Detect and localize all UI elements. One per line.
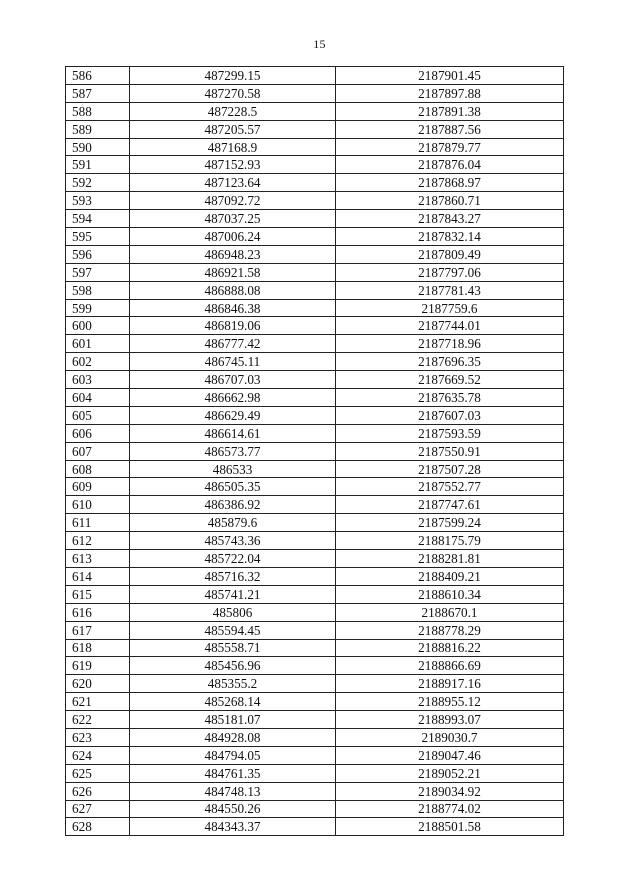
point-number-cell: 605	[66, 406, 130, 424]
point-number-cell: 602	[66, 353, 130, 371]
point-number-cell: 594	[66, 210, 130, 228]
point-number-cell: 614	[66, 567, 130, 585]
page-number: 15	[313, 37, 326, 51]
point-number-cell: 586	[66, 67, 130, 85]
y-coordinate-cell: 2188670.1	[336, 603, 564, 621]
point-number-cell: 607	[66, 442, 130, 460]
x-coordinate-cell: 485268.14	[130, 693, 336, 711]
y-coordinate-cell: 2187550.91	[336, 442, 564, 460]
y-coordinate-cell: 2188610.34	[336, 585, 564, 603]
point-number-cell: 622	[66, 711, 130, 729]
table-row	[66, 514, 564, 532]
y-coordinate-cell: 2187832.14	[336, 228, 564, 246]
y-coordinate-cell: 2187696.35	[336, 353, 564, 371]
y-coordinate-cell: 2187747.61	[336, 496, 564, 514]
x-coordinate-cell: 486888.08	[130, 281, 336, 299]
x-coordinate-cell: 484928.08	[130, 728, 336, 746]
point-number-cell: 601	[66, 335, 130, 353]
point-number-cell: 598	[66, 281, 130, 299]
x-coordinate-cell: 485743.36	[130, 532, 336, 550]
coordinate-table	[65, 66, 564, 836]
table-row	[66, 693, 564, 711]
point-number-cell: 619	[66, 657, 130, 675]
y-coordinate-cell: 2187809.49	[336, 245, 564, 263]
table-row	[66, 478, 564, 496]
x-coordinate-cell: 487123.64	[130, 174, 336, 192]
x-coordinate-cell: 485558.71	[130, 639, 336, 657]
table-row	[66, 532, 564, 550]
table-row	[66, 746, 564, 764]
point-number-cell: 599	[66, 299, 130, 317]
y-coordinate-cell: 2187599.24	[336, 514, 564, 532]
point-number-cell: 615	[66, 585, 130, 603]
point-number-cell: 592	[66, 174, 130, 192]
x-coordinate-cell: 486614.61	[130, 424, 336, 442]
y-coordinate-cell: 2188175.79	[336, 532, 564, 550]
y-coordinate-cell: 2187887.56	[336, 120, 564, 138]
y-coordinate-cell: 2187843.27	[336, 210, 564, 228]
x-coordinate-cell: 485741.21	[130, 585, 336, 603]
x-coordinate-cell: 486386.92	[130, 496, 336, 514]
x-coordinate-cell: 484550.26	[130, 800, 336, 818]
table-row	[66, 424, 564, 442]
table-row	[66, 711, 564, 729]
table-row	[66, 657, 564, 675]
y-coordinate-cell: 2187718.96	[336, 335, 564, 353]
x-coordinate-cell: 486707.03	[130, 371, 336, 389]
table-row	[66, 174, 564, 192]
y-coordinate-cell: 2187797.06	[336, 263, 564, 281]
table-row	[66, 639, 564, 657]
x-coordinate-cell: 487299.15	[130, 67, 336, 85]
table-row	[66, 496, 564, 514]
y-coordinate-cell: 2187897.88	[336, 84, 564, 102]
point-number-cell: 595	[66, 228, 130, 246]
x-coordinate-cell: 485355.2	[130, 675, 336, 693]
table-row	[66, 120, 564, 138]
point-number-cell: 604	[66, 389, 130, 407]
x-coordinate-cell: 486846.38	[130, 299, 336, 317]
y-coordinate-cell: 2188917.16	[336, 675, 564, 693]
x-coordinate-cell: 486819.06	[130, 317, 336, 335]
point-number-cell: 610	[66, 496, 130, 514]
point-number-cell: 623	[66, 728, 130, 746]
table-row	[66, 406, 564, 424]
table-row	[66, 281, 564, 299]
y-coordinate-cell: 2189047.46	[336, 746, 564, 764]
point-number-cell: 603	[66, 371, 130, 389]
table-row	[66, 567, 564, 585]
point-number-cell: 588	[66, 102, 130, 120]
table-row	[66, 84, 564, 102]
table-row	[66, 335, 564, 353]
table-row	[66, 389, 564, 407]
y-coordinate-cell: 2187901.45	[336, 67, 564, 85]
point-number-cell: 621	[66, 693, 130, 711]
x-coordinate-cell: 486948.23	[130, 245, 336, 263]
table-row	[66, 818, 564, 836]
point-number-cell: 609	[66, 478, 130, 496]
x-coordinate-cell: 486921.58	[130, 263, 336, 281]
table-row	[66, 782, 564, 800]
x-coordinate-cell: 484761.35	[130, 764, 336, 782]
coordinate-table-body	[66, 67, 564, 836]
x-coordinate-cell: 485879.6	[130, 514, 336, 532]
x-coordinate-cell: 487152.93	[130, 156, 336, 174]
point-number-cell: 612	[66, 532, 130, 550]
y-coordinate-cell: 2187507.28	[336, 460, 564, 478]
x-coordinate-cell: 487228.5	[130, 102, 336, 120]
x-coordinate-cell: 485806	[130, 603, 336, 621]
x-coordinate-cell: 487037.25	[130, 210, 336, 228]
table-row	[66, 764, 564, 782]
y-coordinate-cell: 2189052.21	[336, 764, 564, 782]
point-number-cell: 608	[66, 460, 130, 478]
x-coordinate-cell: 486533	[130, 460, 336, 478]
table-row	[66, 728, 564, 746]
point-number-cell: 613	[66, 550, 130, 568]
x-coordinate-cell: 486573.77	[130, 442, 336, 460]
x-coordinate-cell: 487092.72	[130, 192, 336, 210]
x-coordinate-cell: 485722.04	[130, 550, 336, 568]
table-row	[66, 317, 564, 335]
point-number-cell: 590	[66, 138, 130, 156]
x-coordinate-cell: 486629.49	[130, 406, 336, 424]
y-coordinate-cell: 2187879.77	[336, 138, 564, 156]
point-number-cell: 597	[66, 263, 130, 281]
y-coordinate-cell: 2188501.58	[336, 818, 564, 836]
table-row	[66, 138, 564, 156]
point-number-cell: 624	[66, 746, 130, 764]
y-coordinate-cell: 2188955.12	[336, 693, 564, 711]
x-coordinate-cell: 484794.05	[130, 746, 336, 764]
point-number-cell: 617	[66, 621, 130, 639]
point-number-cell: 596	[66, 245, 130, 263]
y-coordinate-cell: 2189030.7	[336, 728, 564, 746]
point-number-cell: 625	[66, 764, 130, 782]
y-coordinate-cell: 2187669.52	[336, 371, 564, 389]
y-coordinate-cell: 2187781.43	[336, 281, 564, 299]
x-coordinate-cell: 486777.42	[130, 335, 336, 353]
x-coordinate-cell: 484343.37	[130, 818, 336, 836]
y-coordinate-cell: 2189034.92	[336, 782, 564, 800]
table-row	[66, 210, 564, 228]
table-row	[66, 442, 564, 460]
table-row	[66, 245, 564, 263]
table-row	[66, 192, 564, 210]
y-coordinate-cell: 2187891.38	[336, 102, 564, 120]
x-coordinate-cell: 485594.45	[130, 621, 336, 639]
x-coordinate-cell: 485716.32	[130, 567, 336, 585]
point-number-cell: 600	[66, 317, 130, 335]
y-coordinate-cell: 2187759.6	[336, 299, 564, 317]
x-coordinate-cell: 486662.98	[130, 389, 336, 407]
x-coordinate-cell: 487205.57	[130, 120, 336, 138]
y-coordinate-cell: 2188774.02	[336, 800, 564, 818]
y-coordinate-cell: 2188993.07	[336, 711, 564, 729]
x-coordinate-cell: 487168.9	[130, 138, 336, 156]
x-coordinate-cell: 484748.13	[130, 782, 336, 800]
table-row	[66, 102, 564, 120]
y-coordinate-cell: 2187860.71	[336, 192, 564, 210]
y-coordinate-cell: 2188778.29	[336, 621, 564, 639]
point-number-cell: 589	[66, 120, 130, 138]
y-coordinate-cell: 2188866.69	[336, 657, 564, 675]
point-number-cell: 628	[66, 818, 130, 836]
y-coordinate-cell: 2187607.03	[336, 406, 564, 424]
point-number-cell: 611	[66, 514, 130, 532]
y-coordinate-cell: 2187593.59	[336, 424, 564, 442]
y-coordinate-cell: 2187876.04	[336, 156, 564, 174]
table-row	[66, 263, 564, 281]
point-number-cell: 618	[66, 639, 130, 657]
y-coordinate-cell: 2187744.01	[336, 317, 564, 335]
y-coordinate-cell: 2187635.78	[336, 389, 564, 407]
point-number-cell: 593	[66, 192, 130, 210]
point-number-cell: 616	[66, 603, 130, 621]
table-row	[66, 299, 564, 317]
x-coordinate-cell: 486505.35	[130, 478, 336, 496]
table-row	[66, 585, 564, 603]
x-coordinate-cell: 485181.07	[130, 711, 336, 729]
point-number-cell: 606	[66, 424, 130, 442]
table-row	[66, 460, 564, 478]
point-number-cell: 626	[66, 782, 130, 800]
table-row	[66, 371, 564, 389]
x-coordinate-cell: 486745.11	[130, 353, 336, 371]
x-coordinate-cell: 487270.58	[130, 84, 336, 102]
x-coordinate-cell: 485456.96	[130, 657, 336, 675]
table-row	[66, 675, 564, 693]
table-row	[66, 603, 564, 621]
x-coordinate-cell: 487006.24	[130, 228, 336, 246]
point-number-cell: 591	[66, 156, 130, 174]
y-coordinate-cell: 2187552.77	[336, 478, 564, 496]
y-coordinate-cell: 2187868.97	[336, 174, 564, 192]
table-row	[66, 156, 564, 174]
table-row	[66, 800, 564, 818]
y-coordinate-cell: 2188816.22	[336, 639, 564, 657]
y-coordinate-cell: 2188409.21	[336, 567, 564, 585]
table-row	[66, 353, 564, 371]
point-number-cell: 627	[66, 800, 130, 818]
point-number-cell: 620	[66, 675, 130, 693]
table-row	[66, 67, 564, 85]
table-row	[66, 228, 564, 246]
point-number-cell: 587	[66, 84, 130, 102]
y-coordinate-cell: 2188281.81	[336, 550, 564, 568]
table-row	[66, 621, 564, 639]
table-row	[66, 550, 564, 568]
